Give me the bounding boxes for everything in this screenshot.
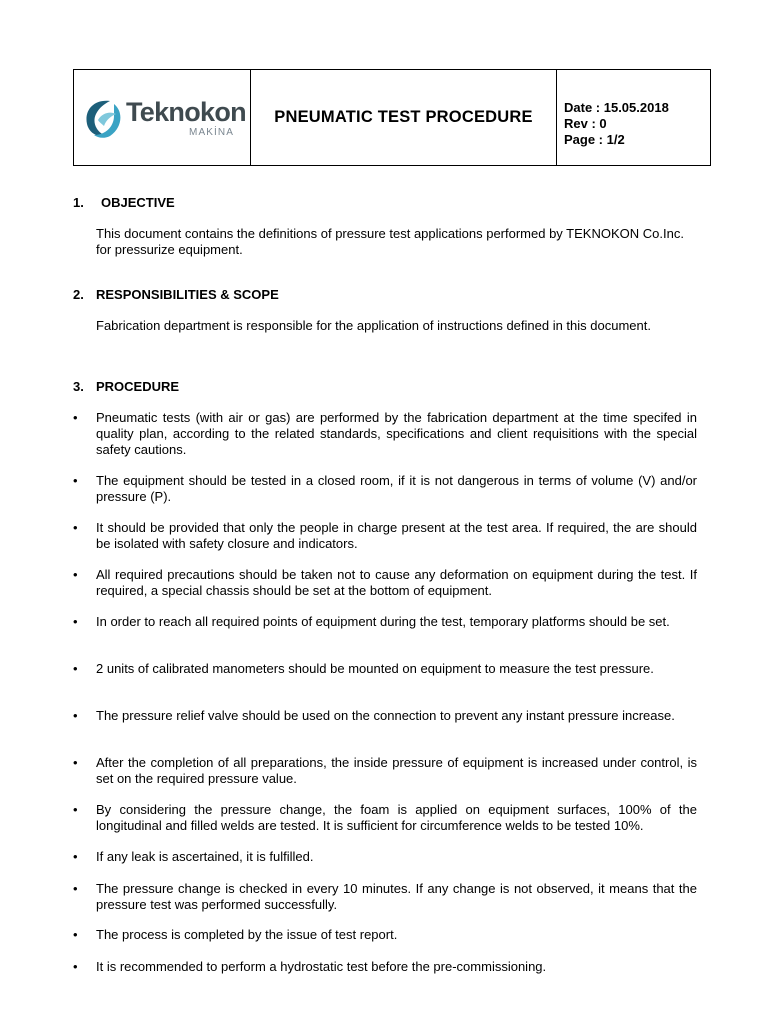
procedure-step (73, 927, 697, 943)
bullet-icon: • (73, 614, 78, 629)
procedure-step (73, 881, 697, 913)
procedure-step-text: Pneumatic tests (with air or gas) are performed by the fabrication department at the time specifed in quality plan, according to the related standards, specifications and client requisitions with the special safety cautions. (96, 410, 697, 457)
document-header (73, 69, 711, 166)
bullet-icon: • (73, 959, 78, 974)
bullet-icon: • (73, 567, 78, 582)
bullet-icon: • (73, 708, 78, 723)
procedure-step-text: All required precautions should be taken not to cause any deformation on equipment during the test. If required, a special chassis should be set at the bottom of equipment. (96, 567, 697, 598)
procedure-step (73, 473, 697, 505)
procedure-step-text: If any leak is ascertained, it is fulfilled. (96, 849, 314, 864)
procedure-step-text: The equipment should be tested in a closed room, if it is not dangerous in terms of volume (V) and/or pressure (P). (96, 473, 697, 504)
section-title: OBJECTIVE (101, 195, 175, 210)
section-text-responsibilities: Fabrication department is responsible for the application of instructions defined in this document. (96, 318, 651, 333)
bullet-icon: • (73, 802, 78, 817)
logo-wordmark: Teknokon (126, 97, 246, 127)
bullet-icon: • (73, 473, 78, 488)
procedure-step-text: The pressure change is checked in every 10 minutes. If any change is not observed, it means that the pressure test was performed successfully. (96, 881, 697, 912)
bullet-icon: • (73, 661, 78, 676)
company-logo (74, 70, 251, 165)
procedure-step (73, 520, 697, 552)
document-title: PNEUMATIC TEST PROCEDURE (251, 70, 557, 165)
document-revision: Rev : 0 (564, 116, 607, 131)
section-heading-responsibilities (73, 287, 279, 302)
logo-subtitle: MAKİNA (189, 127, 234, 138)
procedure-step-text: 2 units of calibrated manometers should be mounted on equipment to measure the test pressure. (96, 661, 654, 676)
section-heading-procedure (73, 379, 179, 394)
procedure-step (73, 661, 697, 677)
section-number: 1. (73, 195, 84, 210)
section-heading-objective (73, 195, 175, 210)
procedure-step-text: In order to reach all required points of equipment during the test, temporary platforms should be set. (96, 614, 670, 629)
bullet-icon: • (73, 410, 78, 425)
bullet-icon: • (73, 927, 78, 942)
procedure-step-text: After the completion of all preparations, the inside pressure of equipment is increased under control, is set on the required pressure value. (96, 755, 697, 786)
section-number: 3. (73, 379, 84, 394)
procedure-step (73, 802, 697, 834)
procedure-step (73, 410, 697, 458)
procedure-step-text: The process is completed by the issue of test report. (96, 927, 398, 942)
document-date: Date : 15.05.2018 (564, 100, 669, 115)
procedure-step (73, 567, 697, 599)
bullet-icon: • (73, 755, 78, 770)
procedure-step-text: It should be provided that only the people in charge present at the test area. If required, the are should be isolated with safety closure and indicators. (96, 520, 697, 551)
section-title: RESPONSIBILITIES & SCOPE (96, 287, 279, 302)
teknokon-logo-icon (84, 98, 124, 140)
procedure-step (73, 849, 697, 865)
bullet-icon: • (73, 849, 78, 864)
document-page-number: Page : 1/2 (564, 132, 625, 147)
procedure-step (73, 614, 697, 630)
document-meta (557, 70, 710, 165)
bullet-icon: • (73, 520, 78, 535)
section-number: 2. (73, 287, 84, 302)
bullet-icon: • (73, 881, 78, 896)
section-text-objective: This document contains the definitions of pressure test applications performed by TEKNOKON Co.Inc. for pressurize equipment. (96, 226, 684, 257)
procedure-step-text: By considering the pressure change, the foam is applied on equipment surfaces, 100% of the longitudinal and filled welds are tested. It is sufficient for circumference welds to be tested 10%. (96, 802, 697, 833)
procedure-step-text: It is recommended to perform a hydrostatic test before the pre-commissioning. (96, 959, 547, 974)
procedure-step (73, 755, 697, 787)
section-title: PROCEDURE (96, 379, 180, 394)
procedure-step (73, 708, 697, 724)
procedure-step-text: The pressure relief valve should be used on the connection to prevent any instant pressure increase. (96, 708, 675, 723)
procedure-step (73, 959, 697, 975)
